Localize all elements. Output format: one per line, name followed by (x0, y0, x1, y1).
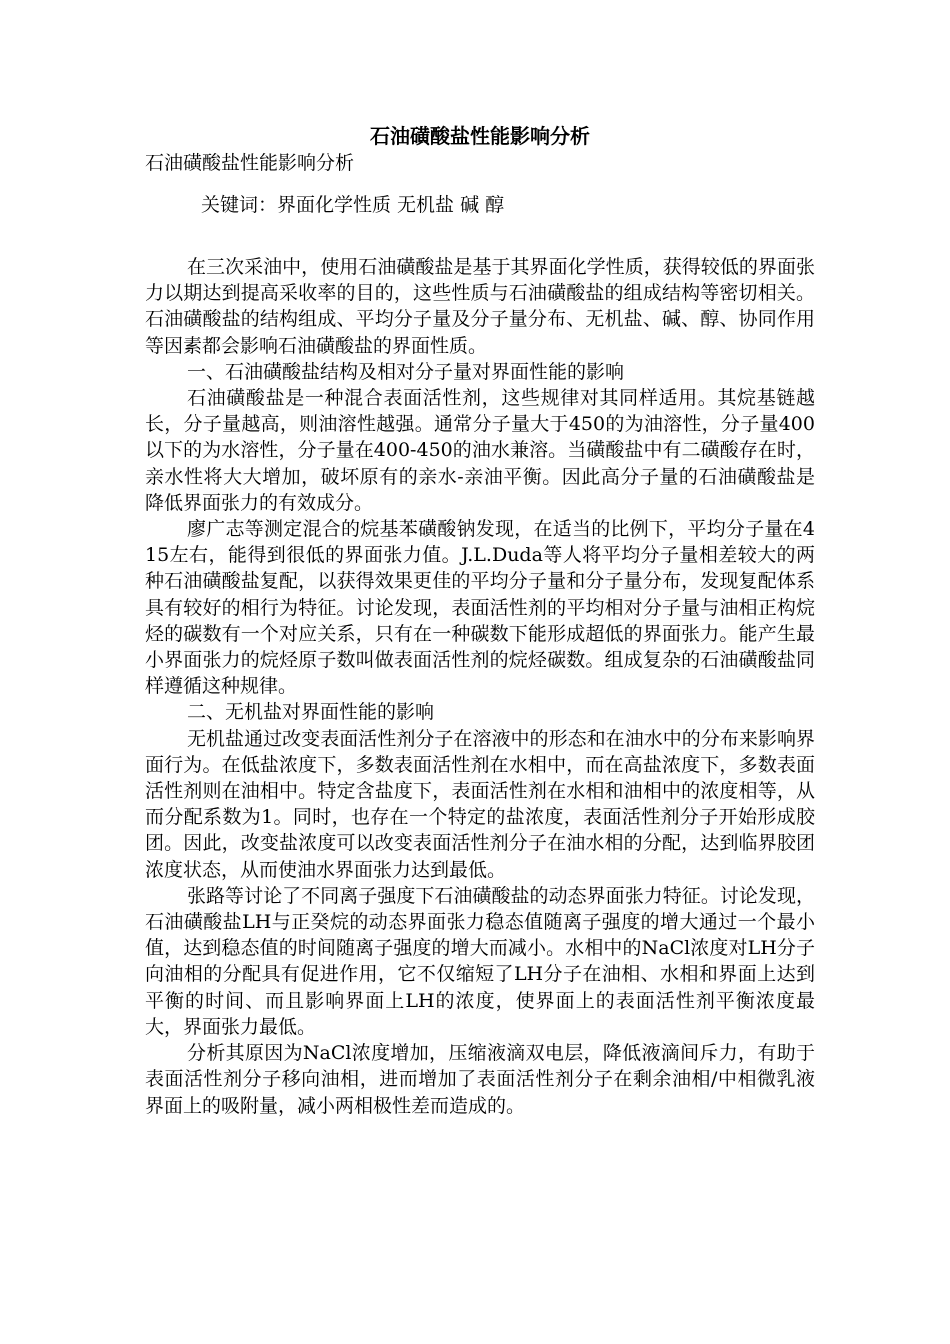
document-title: 石油磺酸盐性能影响分析 (370, 124, 590, 148)
section-heading-1: 一、石油磺酸盐结构及相对分子量对界面性能的影响 (187, 360, 625, 383)
document-subtitle: 石油磺酸盐性能影响分析 (145, 152, 355, 174)
section-heading-2: 二、无机盐对界面性能的影响 (187, 701, 435, 724)
document-page (145, 122, 815, 1119)
paragraph-ionic-strength: 张路等讨论了不同离子强度下石油磺酸盐的动态界面张力特征。讨论发现，石油磺酸盐LH与正癸烷的动态界面张力稳态值随离子强度的增大通过一个最小值，达到稳态值的时间随离子强度的增大而减小。水相中的NaCl浓度对LH分子向油相的分配具有促进作用，它不仅缩短了LH分子在油相、水相和界面上达到平衡的时间、而且影响界面上LH的浓度，使界面上的表面活性剂平衡浓度最大，界面张力最低。 (145, 884, 815, 1038)
paragraph-molecular-weight: 廖广志等测定混合的烷基苯磺酸钠发现，在适当的比例下，平均分子量在415左右，能得到很低的界面张力值。J.L.Duda等人将平均分子量相差较大的两种石油磺酸盐复配，以获得效果更佳的平均分子量和分子量分布，发现复配体系具有较好的相行为特征。讨论发现，表面活性剂的平均相对分子量与油相正构烷烃的碳数有一个对应关系，只有在一种碳数下能形成超低的界面张力。能产生最小界面张力的烷烃原子数叫做表面活性剂的烷烃碳数。组成复杂的石油磺酸盐同样遵循这种规律。 (145, 518, 815, 698)
document-body (145, 254, 815, 1119)
paragraph-inorganic-salt: 无机盐通过改变表面活性剂分子在溶液中的形态和在油水中的分布来影响界面行为。在低盐浓度下，多数表面活性剂在水相中，而在高盐浓度下，多数表面活性剂则在油相中。特定含盐度下，表面活性剂在水相和油相中的浓度相等，从而分配系数为1。同时，也存在一个特定的盐浓度，表面活性剂分子开始形成胶团。因此，改变盐浓度可以改变表面活性剂分子在油水相的分配，达到临界胶团浓度状态，从而使油水界面张力达到最低。 (145, 727, 815, 881)
paragraph-intro: 在三次采油中，使用石油磺酸盐是基于其界面化学性质，获得较低的界面张力以期达到提高采收率的目的，这些性质与石油磺酸盐的组成结构等密切相关。石油磺酸盐的结构组成、平均分子量及分子量分布、无机盐、碱、醇、协同作用等因素都会影响石油磺酸盐的界面性质。 (145, 256, 815, 357)
keywords-line: 关键词：界面化学性质 无机盐 碱 醇 (201, 194, 505, 216)
paragraph-structure: 石油磺酸盐是一种混合表面活性剂，这些规律对其同样适用。其烷基链越长，分子量越高，则油溶性越强。通常分子量大于450的为油溶性，分子量400以下的为水溶性，分子量在400-450的油水兼溶。当磺酸盐中有二磺酸存在时，亲水性将大大增加，破坏原有的亲水-亲油平衡。因此高分子量的石油磺酸盐是降低界面张力的有效成分。 (145, 387, 815, 514)
paragraph-analysis: 分析其原因为NaCl浓度增加，压缩液滴双电层，降低液滴间斥力，有助于表面活性剂分子移向油相，进而增加了表面活性剂分子在剩余油相/中相微乳液界面上的吸附量，减小两相极性差而造成的。 (145, 1042, 815, 1117)
